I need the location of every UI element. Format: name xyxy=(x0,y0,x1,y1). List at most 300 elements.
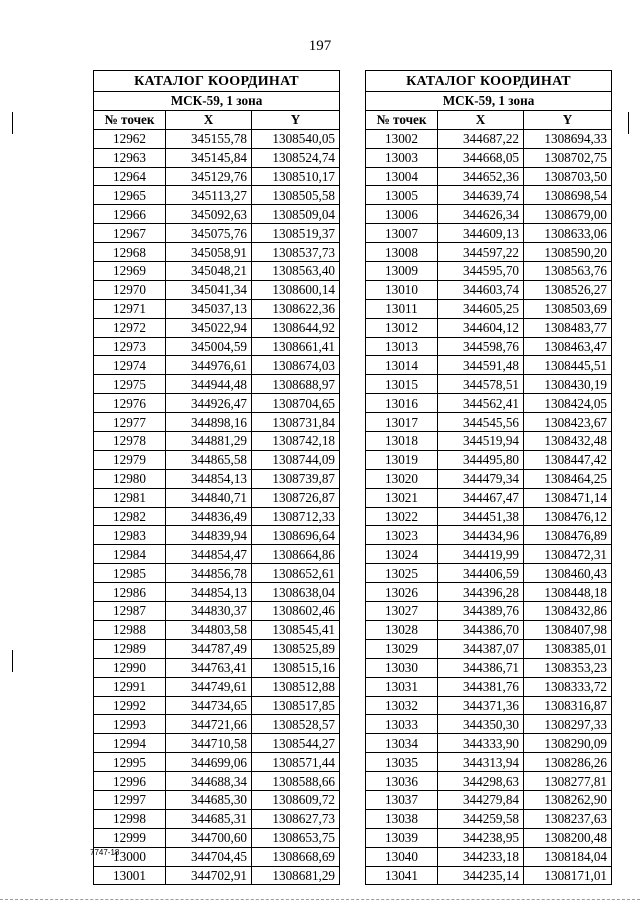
point-number-cell: 12999 xyxy=(94,828,166,847)
margin-mark-right xyxy=(628,112,629,134)
table-row xyxy=(366,790,612,809)
table-row xyxy=(366,488,612,507)
column-header-x: X xyxy=(166,110,252,129)
x-coordinate-cell: 345145,84 xyxy=(166,148,252,167)
y-coordinate-cell: 1308703,50 xyxy=(524,167,612,186)
x-coordinate-cell: 344386,71 xyxy=(438,658,524,677)
point-number-cell: 13020 xyxy=(366,469,438,488)
point-number-cell: 13041 xyxy=(366,866,438,885)
point-number-cell: 12983 xyxy=(94,526,166,545)
y-coordinate-cell: 1308744,09 xyxy=(252,450,340,469)
x-coordinate-cell: 345092,63 xyxy=(166,205,252,224)
point-number-cell: 13017 xyxy=(366,413,438,432)
x-coordinate-cell: 344865,58 xyxy=(166,450,252,469)
coordinate-catalog-right xyxy=(365,70,612,885)
column-header-point: № точек xyxy=(366,110,438,129)
y-coordinate-cell: 1308696,64 xyxy=(252,526,340,545)
table-row xyxy=(94,564,340,583)
table-row xyxy=(94,337,340,356)
x-coordinate-cell: 344787,49 xyxy=(166,639,252,658)
y-coordinate-cell: 1308297,33 xyxy=(524,715,612,734)
x-coordinate-cell: 344578,51 xyxy=(438,375,524,394)
x-coordinate-cell: 345004,59 xyxy=(166,337,252,356)
x-coordinate-cell: 344763,41 xyxy=(166,658,252,677)
point-number-cell: 13011 xyxy=(366,299,438,318)
y-coordinate-cell: 1308726,87 xyxy=(252,488,340,507)
x-coordinate-cell: 344668,05 xyxy=(438,148,524,167)
table-row xyxy=(94,129,340,148)
y-coordinate-cell: 1308517,85 xyxy=(252,696,340,715)
y-coordinate-cell: 1308638,04 xyxy=(252,583,340,602)
point-number-cell: 13002 xyxy=(366,129,438,148)
point-number-cell: 13001 xyxy=(94,866,166,885)
x-coordinate-cell: 344479,34 xyxy=(438,469,524,488)
y-coordinate-cell: 1308316,87 xyxy=(524,696,612,715)
table-row xyxy=(94,677,340,696)
table-row xyxy=(94,526,340,545)
table-row xyxy=(94,148,340,167)
x-coordinate-cell: 344685,31 xyxy=(166,809,252,828)
table-row xyxy=(366,205,612,224)
x-coordinate-cell: 344591,48 xyxy=(438,356,524,375)
x-coordinate-cell: 344652,36 xyxy=(438,167,524,186)
x-coordinate-cell: 344434,96 xyxy=(438,526,524,545)
point-number-cell: 12962 xyxy=(94,129,166,148)
y-coordinate-cell: 1308537,73 xyxy=(252,243,340,262)
x-coordinate-cell: 345048,21 xyxy=(166,262,252,281)
y-coordinate-cell: 1308602,46 xyxy=(252,602,340,621)
point-number-cell: 12997 xyxy=(94,790,166,809)
point-number-cell: 12985 xyxy=(94,564,166,583)
point-number-cell: 12963 xyxy=(94,148,166,167)
x-coordinate-cell: 344605,25 xyxy=(438,299,524,318)
y-coordinate-cell: 1308290,09 xyxy=(524,734,612,753)
point-number-cell: 12974 xyxy=(94,356,166,375)
point-number-cell: 13018 xyxy=(366,432,438,451)
table-row xyxy=(94,167,340,186)
x-coordinate-cell: 344603,74 xyxy=(438,280,524,299)
y-coordinate-cell: 1308652,61 xyxy=(252,564,340,583)
catalog-title: КАТАЛОГ КООРДИНАТ xyxy=(94,71,340,92)
table-row xyxy=(94,696,340,715)
table-row xyxy=(366,337,612,356)
y-coordinate-cell: 1308333,72 xyxy=(524,677,612,696)
y-coordinate-cell: 1308590,20 xyxy=(524,243,612,262)
x-coordinate-cell: 344626,34 xyxy=(438,205,524,224)
point-number-cell: 13012 xyxy=(366,318,438,337)
table-row xyxy=(366,753,612,772)
table-row xyxy=(94,828,340,847)
table-row xyxy=(366,715,612,734)
point-number-cell: 12964 xyxy=(94,167,166,186)
table-row xyxy=(94,243,340,262)
y-coordinate-cell: 1308472,31 xyxy=(524,545,612,564)
point-number-cell: 13021 xyxy=(366,488,438,507)
y-coordinate-cell: 1308622,36 xyxy=(252,299,340,318)
y-coordinate-cell: 1308544,27 xyxy=(252,734,340,753)
table-row xyxy=(94,545,340,564)
margin-mark-left xyxy=(12,112,13,134)
y-coordinate-cell: 1308286,26 xyxy=(524,753,612,772)
point-number-cell: 13005 xyxy=(366,186,438,205)
x-coordinate-cell: 344710,58 xyxy=(166,734,252,753)
table-row xyxy=(366,545,612,564)
y-coordinate-cell: 1308525,89 xyxy=(252,639,340,658)
x-coordinate-cell: 345113,27 xyxy=(166,186,252,205)
y-coordinate-cell: 1308545,41 xyxy=(252,620,340,639)
table-row xyxy=(94,639,340,658)
x-coordinate-cell: 344687,22 xyxy=(438,129,524,148)
point-number-cell: 12986 xyxy=(94,583,166,602)
point-number-cell: 13040 xyxy=(366,847,438,866)
point-number-cell: 12991 xyxy=(94,677,166,696)
x-coordinate-cell: 344562,41 xyxy=(438,394,524,413)
point-number-cell: 12976 xyxy=(94,394,166,413)
x-coordinate-cell: 344700,60 xyxy=(166,828,252,847)
y-coordinate-cell: 1308200,48 xyxy=(524,828,612,847)
x-coordinate-cell: 344259,58 xyxy=(438,809,524,828)
table-row xyxy=(366,620,612,639)
point-number-cell: 12978 xyxy=(94,432,166,451)
x-coordinate-cell: 344854,47 xyxy=(166,545,252,564)
x-coordinate-cell: 344333,90 xyxy=(438,734,524,753)
point-number-cell: 12971 xyxy=(94,299,166,318)
x-coordinate-cell: 344279,84 xyxy=(438,790,524,809)
column-header-x: X xyxy=(438,110,524,129)
x-coordinate-cell: 344381,76 xyxy=(438,677,524,696)
table-row xyxy=(366,375,612,394)
point-number-cell: 13035 xyxy=(366,753,438,772)
y-coordinate-cell: 1308407,98 xyxy=(524,620,612,639)
point-number-cell: 12972 xyxy=(94,318,166,337)
y-coordinate-cell: 1308510,17 xyxy=(252,167,340,186)
point-number-cell: 12980 xyxy=(94,469,166,488)
y-coordinate-cell: 1308476,12 xyxy=(524,507,612,526)
table-row xyxy=(366,129,612,148)
point-number-cell: 12992 xyxy=(94,696,166,715)
table-row xyxy=(366,658,612,677)
x-coordinate-cell: 344371,36 xyxy=(438,696,524,715)
y-coordinate-cell: 1308424,05 xyxy=(524,394,612,413)
page-number: 197 xyxy=(308,38,332,54)
y-coordinate-cell: 1308445,51 xyxy=(524,356,612,375)
table-row xyxy=(366,299,612,318)
table-row xyxy=(366,677,612,696)
point-number-cell: 13038 xyxy=(366,809,438,828)
table-row xyxy=(366,318,612,337)
x-coordinate-cell: 344495,80 xyxy=(438,450,524,469)
y-coordinate-cell: 1308277,81 xyxy=(524,772,612,791)
table-row xyxy=(366,734,612,753)
y-coordinate-cell: 1308353,23 xyxy=(524,658,612,677)
table-row xyxy=(94,620,340,639)
table-row xyxy=(366,186,612,205)
table-row xyxy=(94,488,340,507)
point-number-cell: 12998 xyxy=(94,809,166,828)
y-coordinate-cell: 1308698,54 xyxy=(524,186,612,205)
x-coordinate-cell: 344734,65 xyxy=(166,696,252,715)
y-coordinate-cell: 1308540,05 xyxy=(252,129,340,148)
table-row xyxy=(94,205,340,224)
x-coordinate-cell: 345037,13 xyxy=(166,299,252,318)
table-row xyxy=(366,564,612,583)
table-row xyxy=(94,413,340,432)
table-row xyxy=(94,809,340,828)
x-coordinate-cell: 344702,91 xyxy=(166,866,252,885)
table-row xyxy=(366,450,612,469)
point-number-cell: 13000 xyxy=(94,847,166,866)
point-number-cell: 12966 xyxy=(94,205,166,224)
point-number-cell: 13036 xyxy=(366,772,438,791)
x-coordinate-cell: 344233,18 xyxy=(438,847,524,866)
margin-mark-left-lower xyxy=(12,650,13,672)
point-number-cell: 12968 xyxy=(94,243,166,262)
point-number-cell: 13015 xyxy=(366,375,438,394)
point-number-cell: 12982 xyxy=(94,507,166,526)
point-number-cell: 13025 xyxy=(366,564,438,583)
table-row xyxy=(366,413,612,432)
table-row xyxy=(94,753,340,772)
y-coordinate-cell: 1308237,63 xyxy=(524,809,612,828)
table-row xyxy=(94,734,340,753)
y-coordinate-cell: 1308447,42 xyxy=(524,450,612,469)
y-coordinate-cell: 1308588,66 xyxy=(252,772,340,791)
y-coordinate-cell: 1308432,48 xyxy=(524,432,612,451)
point-number-cell: 12965 xyxy=(94,186,166,205)
table-row xyxy=(366,224,612,243)
x-coordinate-cell: 344840,71 xyxy=(166,488,252,507)
catalog-subtitle: МСК-59, 1 зона xyxy=(366,92,612,111)
point-number-cell: 12970 xyxy=(94,280,166,299)
x-coordinate-cell: 344387,07 xyxy=(438,639,524,658)
point-number-cell: 12967 xyxy=(94,224,166,243)
x-coordinate-cell: 344749,61 xyxy=(166,677,252,696)
table-row xyxy=(94,715,340,734)
x-coordinate-cell: 344386,70 xyxy=(438,620,524,639)
x-coordinate-cell: 344688,34 xyxy=(166,772,252,791)
table-row xyxy=(94,299,340,318)
y-coordinate-cell: 1308505,58 xyxy=(252,186,340,205)
x-coordinate-cell: 345075,76 xyxy=(166,224,252,243)
y-coordinate-cell: 1308679,00 xyxy=(524,205,612,224)
x-coordinate-cell: 344836,49 xyxy=(166,507,252,526)
point-number-cell: 12994 xyxy=(94,734,166,753)
table-row xyxy=(94,583,340,602)
table-row xyxy=(366,772,612,791)
column-header-y: Y xyxy=(252,110,340,129)
x-coordinate-cell: 344238,95 xyxy=(438,828,524,847)
point-number-cell: 13007 xyxy=(366,224,438,243)
table-row xyxy=(366,696,612,715)
x-coordinate-cell: 344406,59 xyxy=(438,564,524,583)
point-number-cell: 12975 xyxy=(94,375,166,394)
y-coordinate-cell: 1308653,75 xyxy=(252,828,340,847)
x-coordinate-cell: 344926,47 xyxy=(166,394,252,413)
x-coordinate-cell: 344235,14 xyxy=(438,866,524,885)
x-coordinate-cell: 344685,30 xyxy=(166,790,252,809)
y-coordinate-cell: 1308563,76 xyxy=(524,262,612,281)
x-coordinate-cell: 344604,12 xyxy=(438,318,524,337)
point-number-cell: 13004 xyxy=(366,167,438,186)
point-number-cell: 12984 xyxy=(94,545,166,564)
y-coordinate-cell: 1308476,89 xyxy=(524,526,612,545)
y-coordinate-cell: 1308262,90 xyxy=(524,790,612,809)
y-coordinate-cell: 1308600,14 xyxy=(252,280,340,299)
x-coordinate-cell: 344976,61 xyxy=(166,356,252,375)
x-coordinate-cell: 345022,94 xyxy=(166,318,252,337)
y-coordinate-cell: 1308563,40 xyxy=(252,262,340,281)
y-coordinate-cell: 1308512,88 xyxy=(252,677,340,696)
y-coordinate-cell: 1308674,03 xyxy=(252,356,340,375)
table-row xyxy=(94,318,340,337)
point-number-cell: 12969 xyxy=(94,262,166,281)
table-row xyxy=(366,847,612,866)
x-coordinate-cell: 344854,13 xyxy=(166,583,252,602)
x-coordinate-cell: 345155,78 xyxy=(166,129,252,148)
x-coordinate-cell: 344944,48 xyxy=(166,375,252,394)
y-coordinate-cell: 1308471,14 xyxy=(524,488,612,507)
table-row xyxy=(366,507,612,526)
table-row xyxy=(94,432,340,451)
x-coordinate-cell: 344830,37 xyxy=(166,602,252,621)
point-number-cell: 13028 xyxy=(366,620,438,639)
point-number-cell: 13031 xyxy=(366,677,438,696)
column-header-point: № точек xyxy=(94,110,166,129)
x-coordinate-cell: 344856,78 xyxy=(166,564,252,583)
y-coordinate-cell: 1308627,73 xyxy=(252,809,340,828)
point-number-cell: 13027 xyxy=(366,602,438,621)
table-row xyxy=(366,866,612,885)
x-coordinate-cell: 345041,34 xyxy=(166,280,252,299)
table-row xyxy=(94,469,340,488)
x-coordinate-cell: 344597,22 xyxy=(438,243,524,262)
table-row xyxy=(94,790,340,809)
x-coordinate-cell: 344721,66 xyxy=(166,715,252,734)
point-number-cell: 13023 xyxy=(366,526,438,545)
x-coordinate-cell: 344451,38 xyxy=(438,507,524,526)
point-number-cell: 12987 xyxy=(94,602,166,621)
point-number-cell: 13026 xyxy=(366,583,438,602)
x-coordinate-cell: 344854,13 xyxy=(166,469,252,488)
point-number-cell: 13037 xyxy=(366,790,438,809)
point-number-cell: 12977 xyxy=(94,413,166,432)
table-row xyxy=(366,828,612,847)
table-row xyxy=(94,262,340,281)
point-number-cell: 12996 xyxy=(94,772,166,791)
x-coordinate-cell: 345129,76 xyxy=(166,167,252,186)
table-row xyxy=(366,469,612,488)
table-row xyxy=(94,866,340,885)
y-coordinate-cell: 1308463,47 xyxy=(524,337,612,356)
x-coordinate-cell: 344595,70 xyxy=(438,262,524,281)
point-number-cell: 13010 xyxy=(366,280,438,299)
y-coordinate-cell: 1308171,01 xyxy=(524,866,612,885)
y-coordinate-cell: 1308464,25 xyxy=(524,469,612,488)
point-number-cell: 13029 xyxy=(366,639,438,658)
table-row xyxy=(366,583,612,602)
table-row xyxy=(94,450,340,469)
x-coordinate-cell: 344545,56 xyxy=(438,413,524,432)
table-row xyxy=(94,375,340,394)
y-coordinate-cell: 1308712,33 xyxy=(252,507,340,526)
point-number-cell: 12988 xyxy=(94,620,166,639)
y-coordinate-cell: 1308609,72 xyxy=(252,790,340,809)
y-coordinate-cell: 1308742,18 xyxy=(252,432,340,451)
x-coordinate-cell: 344699,06 xyxy=(166,753,252,772)
y-coordinate-cell: 1308731,84 xyxy=(252,413,340,432)
point-number-cell: 13033 xyxy=(366,715,438,734)
table-row xyxy=(366,243,612,262)
x-coordinate-cell: 344803,58 xyxy=(166,620,252,639)
document-code: 7747-18 xyxy=(90,848,120,857)
point-number-cell: 13013 xyxy=(366,337,438,356)
catalog-title: КАТАЛОГ КООРДИНАТ xyxy=(366,71,612,92)
y-coordinate-cell: 1308661,41 xyxy=(252,337,340,356)
point-number-cell: 13014 xyxy=(366,356,438,375)
y-coordinate-cell: 1308664,86 xyxy=(252,545,340,564)
y-coordinate-cell: 1308503,69 xyxy=(524,299,612,318)
table-row xyxy=(366,280,612,299)
table-row xyxy=(94,772,340,791)
x-coordinate-cell: 344839,94 xyxy=(166,526,252,545)
table-row xyxy=(94,847,340,866)
point-number-cell: 12979 xyxy=(94,450,166,469)
table-row xyxy=(94,356,340,375)
table-row xyxy=(366,639,612,658)
x-coordinate-cell: 344467,47 xyxy=(438,488,524,507)
table-row xyxy=(366,809,612,828)
table-row xyxy=(94,394,340,413)
table-row xyxy=(366,262,612,281)
table-row xyxy=(94,186,340,205)
point-number-cell: 12990 xyxy=(94,658,166,677)
table-row xyxy=(94,602,340,621)
table-row xyxy=(366,526,612,545)
x-coordinate-cell: 344350,30 xyxy=(438,715,524,734)
table-row xyxy=(366,432,612,451)
x-coordinate-cell: 344519,94 xyxy=(438,432,524,451)
page-edge-divider xyxy=(0,899,640,900)
y-coordinate-cell: 1308423,67 xyxy=(524,413,612,432)
y-coordinate-cell: 1308460,43 xyxy=(524,564,612,583)
y-coordinate-cell: 1308694,33 xyxy=(524,129,612,148)
x-coordinate-cell: 344389,76 xyxy=(438,602,524,621)
y-coordinate-cell: 1308688,97 xyxy=(252,375,340,394)
y-coordinate-cell: 1308524,74 xyxy=(252,148,340,167)
point-number-cell: 12989 xyxy=(94,639,166,658)
x-coordinate-cell: 344419,99 xyxy=(438,545,524,564)
catalog-subtitle: МСК-59, 1 зона xyxy=(94,92,340,111)
point-number-cell: 13034 xyxy=(366,734,438,753)
x-coordinate-cell: 344704,45 xyxy=(166,847,252,866)
y-coordinate-cell: 1308644,92 xyxy=(252,318,340,337)
y-coordinate-cell: 1308739,87 xyxy=(252,469,340,488)
x-coordinate-cell: 344298,63 xyxy=(438,772,524,791)
x-coordinate-cell: 344881,29 xyxy=(166,432,252,451)
point-number-cell: 13022 xyxy=(366,507,438,526)
coordinate-catalog-left xyxy=(93,70,340,885)
table-row xyxy=(366,356,612,375)
x-coordinate-cell: 345058,91 xyxy=(166,243,252,262)
x-coordinate-cell: 344639,74 xyxy=(438,186,524,205)
y-coordinate-cell: 1308702,75 xyxy=(524,148,612,167)
y-coordinate-cell: 1308515,16 xyxy=(252,658,340,677)
point-number-cell: 12995 xyxy=(94,753,166,772)
y-coordinate-cell: 1308681,29 xyxy=(252,866,340,885)
point-number-cell: 13024 xyxy=(366,545,438,564)
x-coordinate-cell: 344609,13 xyxy=(438,224,524,243)
x-coordinate-cell: 344598,76 xyxy=(438,337,524,356)
